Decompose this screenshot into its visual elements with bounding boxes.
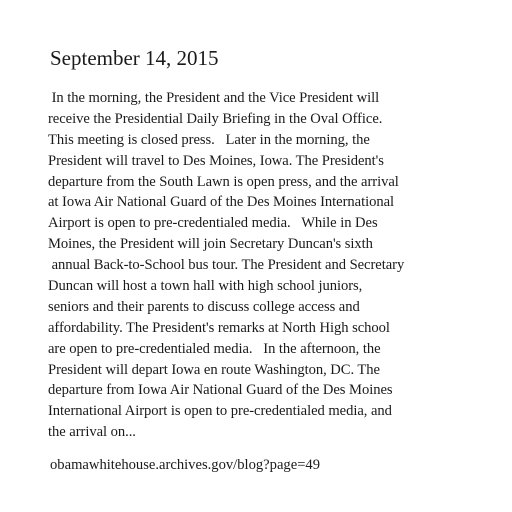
body-line: Moines, the President will join Secretary Duncan's sixth bbox=[48, 236, 373, 253]
body-line: affordability. The President's remarks at North High school bbox=[48, 319, 390, 336]
post-body bbox=[48, 88, 468, 443]
body-line: This meeting is closed press. Later in the morning, the bbox=[48, 131, 370, 148]
body-line: annual Back-to-School bus tour. The President and Secretary bbox=[48, 257, 405, 274]
body-line: President will depart Iowa en route Washington, DC. The bbox=[48, 361, 380, 378]
body-line: In the morning, the President and the Vice President will bbox=[48, 90, 380, 106]
body-line: Airport is open to pre-credentialed media. While in Des bbox=[48, 215, 378, 232]
body-line: receive the Presidential Daily Briefing in the Oval Office. bbox=[48, 110, 383, 127]
body-line: are open to pre-credentialed media. In the afternoon, the bbox=[48, 340, 381, 357]
body-line: President will travel to Des Moines, Iowa. The President's bbox=[48, 152, 384, 169]
source-url: obamawhitehouse.archives.gov/blog?page=49 bbox=[50, 457, 321, 473]
body-line: International Airport is open to pre-credentialed media, and bbox=[48, 403, 392, 420]
body-line: Duncan will host a town hall with high school juniors, bbox=[48, 278, 363, 295]
body-line: the arrival on... bbox=[48, 424, 136, 441]
post-date: September 14, 2015 bbox=[50, 46, 219, 70]
body-line: departure from the South Lawn is open press, and the arrival bbox=[48, 173, 399, 190]
body-line: at Iowa Air National Guard of the Des Moines International bbox=[48, 194, 395, 211]
body-line: departure from Iowa Air National Guard of the Des Moines bbox=[48, 382, 393, 399]
body-line: seniors and their parents to discuss college access and bbox=[48, 298, 360, 315]
